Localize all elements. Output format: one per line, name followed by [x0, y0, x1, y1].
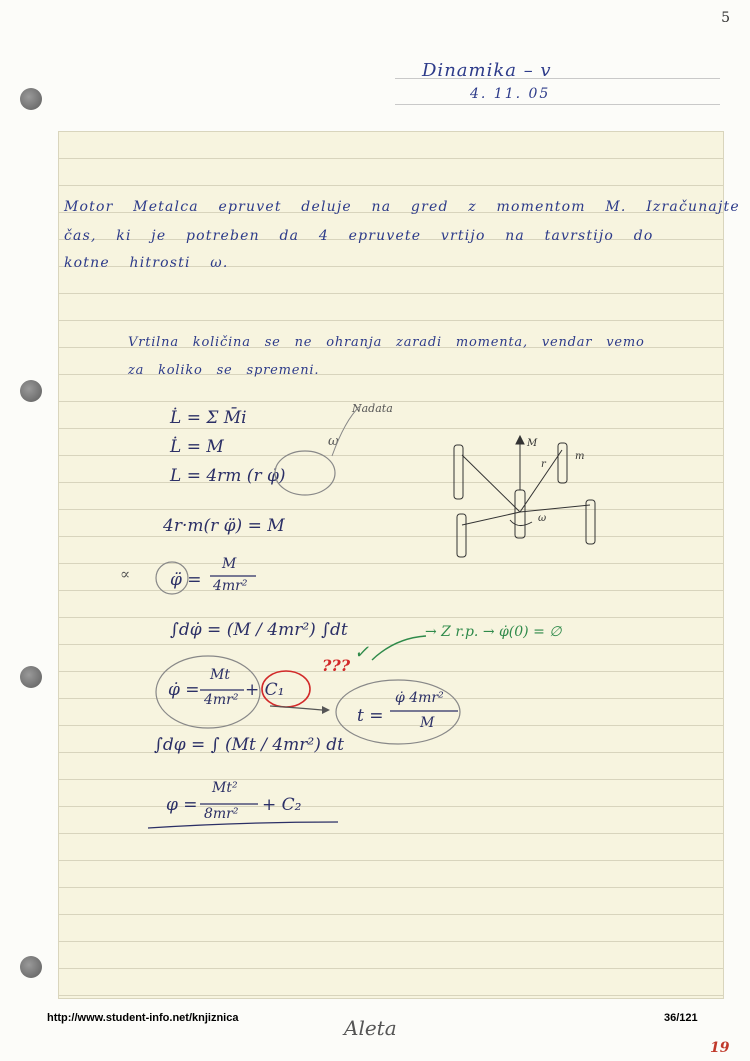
sheet-number: 19 — [710, 1040, 730, 1056]
equation-6: ∫dφ̇ = (M / 4mr²) ∫dt — [170, 620, 348, 640]
equation-7-lhs: φ̇ = — [168, 680, 200, 700]
check-mark: ✓ — [354, 642, 370, 663]
nadata-label: Nadata — [352, 402, 393, 415]
equation-9-lhs: φ = — [166, 795, 198, 815]
problem-line: čas, ki je potreben da 4 epruvete vrtijo na tavrstijo do — [64, 228, 654, 244]
equation-2: L̇ = M — [170, 437, 224, 457]
diagram-label-mass: m — [575, 451, 585, 462]
equation-5-num: M — [222, 556, 237, 572]
omega-annotation: ω — [328, 434, 339, 449]
footer-url: http://www.student-info.net/knjiznica — [47, 1012, 239, 1024]
header-title: Dinamika – v — [422, 60, 552, 81]
equation-7-const: + C₁ — [245, 680, 285, 700]
corner-mark: 5 — [721, 10, 730, 26]
diagram-label-moment: M — [527, 438, 538, 449]
initial-condition-note: → Z r.p. → φ̇(0) = ∅ — [425, 624, 562, 640]
equation-9-den: 8mr² — [204, 806, 239, 822]
time-equation-num: φ̇ 4mr² — [395, 690, 444, 706]
problem-line: kotne hitrosti ω. — [64, 255, 229, 271]
equation-1: L̇ = Σ M̄i — [170, 408, 247, 428]
equation-9-const: + C₂ — [262, 795, 302, 815]
diagram-label-omega: ω — [538, 513, 547, 524]
brand-logo: Aleta — [344, 1016, 397, 1040]
page-counter: 36/121 — [664, 1012, 698, 1024]
equation-4: 4r·m(r φ̈) = M — [163, 516, 285, 536]
equation-9-num: Mt² — [212, 780, 238, 796]
note-line: Vrtilna količina se ne ohranja zaradi momenta, vendar vemo — [128, 335, 645, 350]
equation-3: L = 4rm (r φ̇) — [170, 466, 286, 486]
alpha-mark: ∝ — [120, 565, 131, 583]
note-line: za koliko se spremeni. — [128, 363, 320, 378]
equation-5-den: 4mr² — [213, 578, 248, 594]
problem-line: Motor Metalca epruvet deluje na gred z momentom M. Izračunajte — [64, 199, 740, 215]
header-date: 4. 11. 05 — [470, 86, 551, 102]
time-equation-den: M — [420, 715, 435, 731]
diagram-label-radius: r — [541, 459, 546, 470]
equation-7-den: 4mr² — [204, 692, 239, 708]
equation-5-lhs: φ̈ = — [170, 570, 202, 590]
question-marks: ??? — [322, 656, 351, 675]
equation-7-num: Mt — [210, 667, 230, 683]
time-equation-lhs: t = — [357, 706, 384, 726]
equation-8: ∫dφ = ∫ (Mt / 4mr²) dt — [154, 735, 344, 755]
